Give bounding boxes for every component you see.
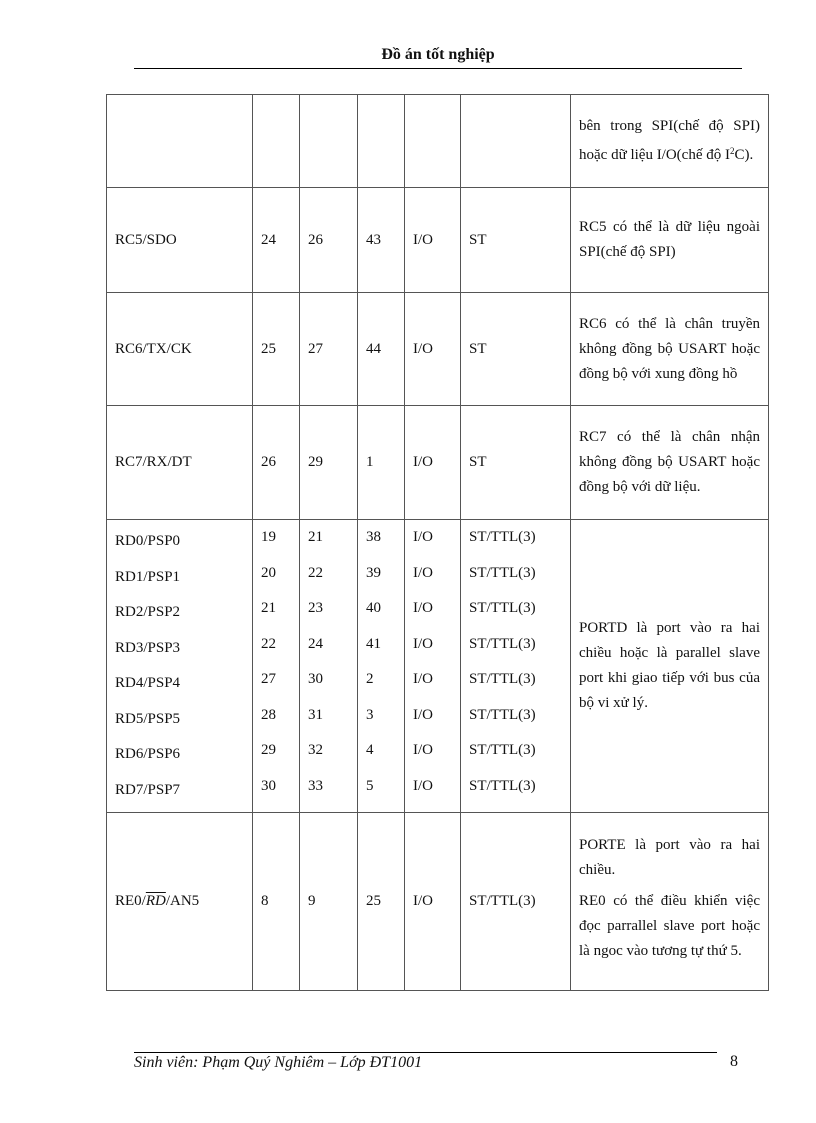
pin-number: 21 <box>308 529 323 545</box>
buffer-type: ST/TTL(3) <box>469 529 536 545</box>
pin-table <box>106 94 769 991</box>
pin-number-cell: 43 <box>358 188 405 293</box>
pin-name-cell: RC6/TX/CK <box>107 293 253 406</box>
table-row <box>107 95 769 188</box>
footer-rule <box>134 1052 717 1053</box>
pin-number-cell: 25 <box>253 293 300 406</box>
description-cell <box>571 95 769 188</box>
pin-number: 24 <box>308 635 323 652</box>
description-cell: RC6 có thể là chân truyền không đồng bộ USART hoặc đồng bộ với xung đồng hồ <box>571 293 769 406</box>
pin-number-cell: 9 <box>300 813 358 991</box>
pin-number: 40 <box>366 600 381 616</box>
description-cell: PORTD là port vào ra hai chiều hoặc là parallel slave port khi giao tiếp với bus của bộ vi xử lý. <box>571 520 769 813</box>
table-row-porte <box>107 813 769 991</box>
table-row <box>107 293 769 406</box>
pin-number-cell: 44 <box>358 293 405 406</box>
pin-number: 38 <box>366 529 381 545</box>
pin-number-cell <box>253 95 300 188</box>
pin-number: 22 <box>261 635 276 652</box>
pin-number-cell <box>358 95 405 188</box>
portd-buffer <box>461 520 571 813</box>
io-type: I/O <box>413 706 433 723</box>
pin-overline: $\overline{RD}$ <box>145 893 166 909</box>
io-type-cell: I/O <box>405 406 461 520</box>
io-type-cell: I/O <box>405 188 461 293</box>
description-tail: C). <box>734 147 754 163</box>
pin-number: 29 <box>261 742 276 758</box>
portd-n3 <box>358 520 405 813</box>
buffer-type: ST/TTL(3) <box>469 742 536 758</box>
pin-suffix: /AN5 <box>165 893 200 909</box>
pin-number: 39 <box>366 564 381 581</box>
io-type: I/O <box>413 529 433 545</box>
pin-name: RD1/PSP1 <box>115 568 181 585</box>
footer-author: Sinh viên: Phạm Quý Nghiêm – Lớp ĐT1001 <box>134 1054 423 1071</box>
pin-number: 30 <box>308 671 323 687</box>
description-cell <box>571 813 769 991</box>
io-type-cell <box>405 95 461 188</box>
buffer-type: ST/TTL(3) <box>469 777 536 794</box>
pin-name-cell: RC5/SDO <box>107 188 253 293</box>
buffer-type: ST/TTL(3) <box>469 635 536 652</box>
buffer-type: ST/TTL(3) <box>469 600 536 616</box>
pin-number: 4 <box>366 742 374 758</box>
buffer-type: ST/TTL(3) <box>469 706 536 723</box>
description-paragraph: PORTE là port vào ra hai chiều. <box>579 837 760 878</box>
pin-prefix: RE0/ <box>115 893 146 909</box>
page-header-title: Đồ án tốt nghiệp <box>381 46 495 63</box>
superscript: 2 <box>730 146 735 156</box>
pin-number: 22 <box>308 564 323 581</box>
description-cell: RC5 có thể là dữ liệu ngoài SPI(chế độ SPI) <box>571 188 769 293</box>
buffer-type-cell: ST <box>461 293 571 406</box>
pin-number-cell: 25 <box>358 813 405 991</box>
table-row <box>107 188 769 293</box>
pin-name: RD4/PSP4 <box>115 675 181 691</box>
pin-number-cell: 27 <box>300 293 358 406</box>
pin-number-cell: 26 <box>300 188 358 293</box>
pin-name: RD5/PSP5 <box>115 710 181 727</box>
buffer-type-cell: ST <box>461 406 571 520</box>
buffer-type: ST/TTL(3) <box>469 564 536 581</box>
header-rule <box>134 68 742 69</box>
pin-name: RD2/PSP2 <box>115 604 181 620</box>
portd-io <box>405 520 461 813</box>
pin-name-cell <box>107 813 253 991</box>
pin-number: 2 <box>366 671 374 687</box>
pin-number: 19 <box>261 529 276 545</box>
pin-name: RD7/PSP7 <box>115 781 181 798</box>
pin-number: 28 <box>261 706 276 723</box>
page-number: 8 <box>730 1053 738 1070</box>
pin-number-cell: 24 <box>253 188 300 293</box>
description-paragraph: RE0 có thể điều khiển việc đọc parrallel slave port hoặc là ngoc vào tương tự thứ 5. <box>579 893 760 959</box>
pin-number: 23 <box>308 600 323 616</box>
pin-name: RD3/PSP3 <box>115 639 181 656</box>
pin-number: 41 <box>366 635 381 652</box>
pin-number-cell: 1 <box>358 406 405 520</box>
description-cell: RC7 có thể là chân nhận không đồng bộ USART hoặc đồng bộ với dữ liệu. <box>571 406 769 520</box>
io-type: I/O <box>413 742 433 758</box>
buffer-type-cell: ST <box>461 188 571 293</box>
pin-number: 31 <box>308 706 323 723</box>
pin-number-cell: 8 <box>253 813 300 991</box>
portd-n2 <box>300 520 358 813</box>
pin-number: 32 <box>308 742 323 758</box>
pin-number: 21 <box>261 600 276 616</box>
buffer-type: ST/TTL(3) <box>469 671 536 687</box>
io-type: I/O <box>413 564 433 581</box>
pin-number: 5 <box>366 777 374 794</box>
io-type: I/O <box>413 635 433 652</box>
buffer-type-cell: ST/TTL(3) <box>461 813 571 991</box>
pin-number-cell: 26 <box>253 406 300 520</box>
io-type: I/O <box>413 671 433 687</box>
table-row-portd <box>107 520 769 813</box>
io-type-cell: I/O <box>405 813 461 991</box>
io-type-cell: I/O <box>405 293 461 406</box>
portd-n1 <box>253 520 300 813</box>
pin-number-cell: 29 <box>300 406 358 520</box>
pin-name-cell: RC7/RX/DT <box>107 406 253 520</box>
table-row <box>107 406 769 520</box>
pin-number: 27 <box>261 671 276 687</box>
description-text: bên trong SPI(chế độ SPI) hoặc dữ liệu I/O(chế độ I <box>579 118 760 163</box>
pin-name: RD6/PSP6 <box>115 746 181 762</box>
pin-name-cell <box>107 95 253 188</box>
io-type: I/O <box>413 600 433 616</box>
pin-number: 30 <box>261 777 276 794</box>
io-type: I/O <box>413 777 433 794</box>
pin-number: 3 <box>366 706 374 723</box>
portd-pin-names <box>107 520 253 813</box>
pin-number-cell <box>300 95 358 188</box>
pin-number: 20 <box>261 564 276 581</box>
buffer-type-cell <box>461 95 571 188</box>
pin-number: 33 <box>308 777 323 794</box>
pin-name: RD0/PSP0 <box>115 533 181 549</box>
